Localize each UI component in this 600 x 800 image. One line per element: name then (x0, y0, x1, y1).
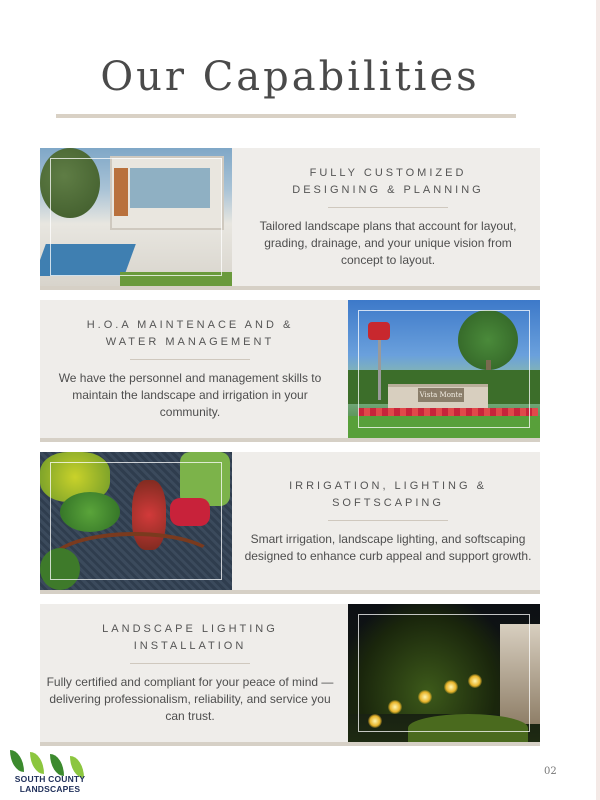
card-heading: LANDSCAPE LIGHTING INSTALLATION (102, 623, 278, 652)
card-divider (130, 663, 250, 664)
card-divider (328, 207, 448, 208)
card-heading: FULLY CUSTOMIZED DESIGNING & PLANNING (292, 167, 484, 196)
capability-card-lighting (40, 604, 540, 746)
card-description: We have the personnel and management skills to maintain the landscape and irrigation in your community. (58, 371, 322, 419)
card-text (238, 148, 538, 286)
card-heading: IRRIGATION, LIGHTING & SOFTSCAPING (289, 479, 487, 509)
logo-text (4, 774, 96, 794)
card-text (238, 452, 538, 590)
logo-line1: SOUTH COUNTY (14, 774, 86, 784)
community-entrance-photo (348, 300, 540, 438)
title-rule (56, 114, 516, 118)
page-title: Our Capabilities (100, 54, 480, 100)
page-number: 02 (544, 766, 557, 777)
card-description: Fully certified and compliant for your peace of mind — delivering professionalism, reliability, and service you can trust. (46, 675, 334, 723)
card-divider (130, 359, 250, 360)
page-edge (596, 0, 600, 800)
card-description: Tailored landscape plans that account for layout, grading, drainage, and your unique vision from concept to layout. (259, 219, 517, 267)
modern-house-pool-photo (40, 148, 232, 286)
card-heading: H.O.A MAINTENACE AND & WATER MANAGEMENT (86, 319, 294, 348)
capability-card-design (40, 148, 540, 290)
entrance-sign-text: Vista Monte (418, 388, 464, 402)
company-logo (4, 748, 94, 796)
leaf-icon (10, 750, 24, 772)
leaf-icon (50, 754, 64, 776)
capability-card-hoa (40, 300, 540, 442)
logo-line2: LANDSCAPES (19, 784, 81, 794)
leaf-icon (30, 752, 44, 774)
card-divider (328, 520, 448, 521)
card-text (40, 300, 340, 438)
night-lighting-photo (348, 604, 540, 742)
planting-photo (40, 452, 232, 590)
card-description: Smart irrigation, landscape lighting, and softscaping designed to enhance curb appeal and support growth. (244, 531, 532, 563)
card-text (40, 604, 340, 742)
capability-card-irrigation (40, 452, 540, 594)
